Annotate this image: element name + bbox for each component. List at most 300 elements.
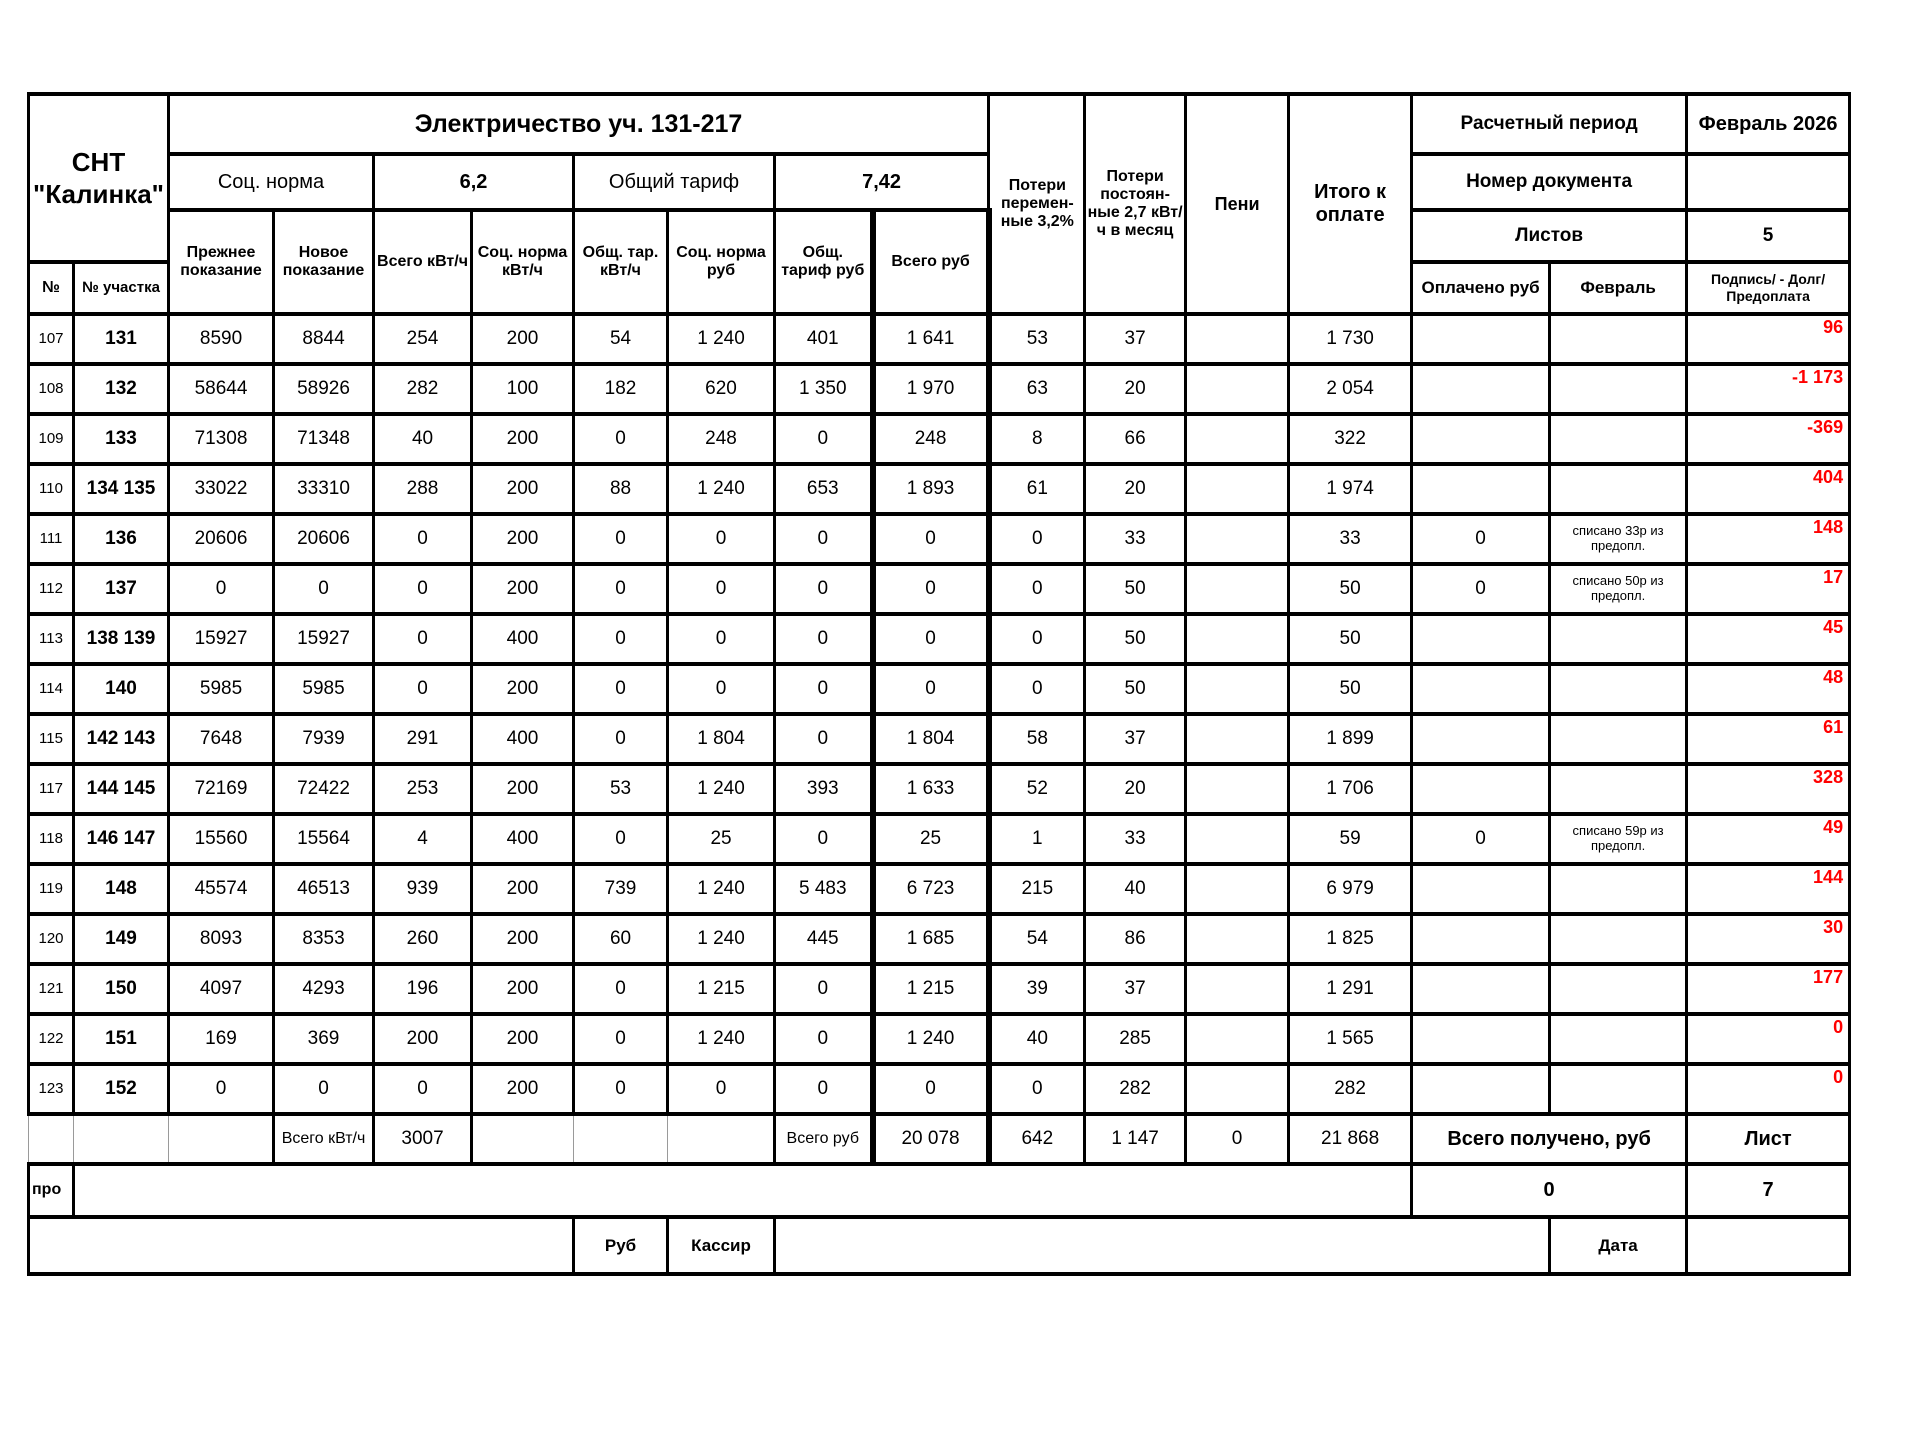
table-row bbox=[29, 464, 1850, 514]
table-row bbox=[29, 764, 1850, 814]
cell-obsh_rub: 0 bbox=[775, 964, 873, 1014]
cell-empty bbox=[472, 1114, 574, 1164]
cell-prev: 20606 bbox=[169, 514, 274, 564]
totals-losses-constant: 1 147 bbox=[1085, 1114, 1186, 1164]
cell-soc_rub: 1 240 bbox=[668, 314, 775, 364]
cell-n: 123 bbox=[29, 1064, 74, 1114]
cell-loss_const: 37 bbox=[1085, 964, 1186, 1014]
cell-prev: 5985 bbox=[169, 664, 274, 714]
cell-itogo: 282 bbox=[1289, 1064, 1412, 1114]
cell-obsh_kwh: 0 bbox=[574, 414, 668, 464]
cell-soc_kwh: 200 bbox=[472, 864, 574, 914]
cell-itogo: 1 291 bbox=[1289, 964, 1412, 1014]
header-row-2 bbox=[29, 154, 1850, 210]
cell-empty bbox=[574, 1114, 668, 1164]
cell-n: 109 bbox=[29, 414, 74, 464]
cell-obsh_rub: 0 bbox=[775, 564, 873, 614]
cell-soc_kwh: 200 bbox=[472, 914, 574, 964]
cell-n: 120 bbox=[29, 914, 74, 964]
social-norm-tariff-label: Соц. норма bbox=[169, 154, 374, 210]
cell-empty bbox=[29, 1217, 574, 1274]
cell-new: 5985 bbox=[274, 664, 374, 714]
cell-prev: 33022 bbox=[169, 464, 274, 514]
cell-total_rub: 25 bbox=[873, 814, 989, 864]
cell-n: 119 bbox=[29, 864, 74, 914]
cell-paid bbox=[1412, 614, 1550, 664]
cashier-label: Кассир bbox=[668, 1217, 775, 1274]
cell-plot: 144 145 bbox=[74, 764, 169, 814]
cell-obsh_rub: 0 bbox=[775, 814, 873, 864]
cell-n: 113 bbox=[29, 614, 74, 664]
cell-soc_kwh: 400 bbox=[472, 614, 574, 664]
table-row bbox=[29, 1014, 1850, 1064]
cell-empty bbox=[775, 1217, 1550, 1274]
cell-total_rub: 0 bbox=[873, 514, 989, 564]
cell-total_rub: 1 893 bbox=[873, 464, 989, 514]
cell-loss_var: 58 bbox=[989, 714, 1085, 764]
cell-total_rub: 248 bbox=[873, 414, 989, 464]
cell-peni bbox=[1186, 414, 1289, 464]
cell-new: 7939 bbox=[274, 714, 374, 764]
billing-period-label: Расчетный период bbox=[1412, 94, 1687, 154]
totals-kwh-label: Всего кВт/ч bbox=[274, 1114, 374, 1164]
cell-new: 0 bbox=[274, 1064, 374, 1114]
cell-prev: 4097 bbox=[169, 964, 274, 1014]
cell-loss_var: 1 bbox=[989, 814, 1085, 864]
cell-peni bbox=[1186, 714, 1289, 764]
col-header-common-kwh: Общ. тар. кВт/ч bbox=[574, 210, 668, 314]
cell-new: 46513 bbox=[274, 864, 374, 914]
cell-loss_const: 33 bbox=[1085, 514, 1186, 564]
table-row bbox=[29, 514, 1850, 564]
cell-soc_kwh: 200 bbox=[472, 1064, 574, 1114]
cell-kwh: 40 bbox=[374, 414, 472, 464]
table-row bbox=[29, 564, 1850, 614]
cell-total_rub: 0 bbox=[873, 614, 989, 664]
cell-soc_rub: 0 bbox=[668, 1064, 775, 1114]
cell-new: 369 bbox=[274, 1014, 374, 1064]
cell-new: 15564 bbox=[274, 814, 374, 864]
cell-obsh_rub: 0 bbox=[775, 1064, 873, 1114]
cell-obsh_kwh: 54 bbox=[574, 314, 668, 364]
cell-peni bbox=[1186, 564, 1289, 614]
cell-loss_var: 0 bbox=[989, 614, 1085, 664]
cell-sign: 96 bbox=[1687, 314, 1850, 364]
totals-losses-variable: 642 bbox=[989, 1114, 1085, 1164]
cell-soc_rub: 1 240 bbox=[668, 914, 775, 964]
cell-loss_const: 20 bbox=[1085, 364, 1186, 414]
document-number-value bbox=[1687, 154, 1850, 210]
cell-paid bbox=[1412, 964, 1550, 1014]
cell-sign: 61 bbox=[1687, 714, 1850, 764]
cell-prev: 58644 bbox=[169, 364, 274, 414]
document-number-label: Номер документа bbox=[1412, 154, 1687, 210]
cell-empty bbox=[74, 1164, 1412, 1217]
cell-plot: 150 bbox=[74, 964, 169, 1014]
cell-loss_var: 0 bbox=[989, 514, 1085, 564]
note-row bbox=[29, 1164, 1850, 1217]
cell-soc_rub: 0 bbox=[668, 514, 775, 564]
electricity-billing-table bbox=[27, 92, 1851, 1276]
cell-itogo: 1 899 bbox=[1289, 714, 1412, 764]
org-title: СНТ "Калинка" bbox=[29, 94, 169, 262]
cell-sign: 0 bbox=[1687, 1014, 1850, 1064]
table-row bbox=[29, 1064, 1850, 1114]
cell-loss_var: 8 bbox=[989, 414, 1085, 464]
cell-kwh: 939 bbox=[374, 864, 472, 914]
header-row-1 bbox=[29, 94, 1850, 154]
rub-label: Руб bbox=[574, 1217, 668, 1274]
cell-itogo: 6 979 bbox=[1289, 864, 1412, 914]
cell-n: 112 bbox=[29, 564, 74, 614]
cell-new: 15927 bbox=[274, 614, 374, 664]
cell-plot: 149 bbox=[74, 914, 169, 964]
totals-rub-label: Всего руб bbox=[775, 1114, 873, 1164]
cell-prev: 0 bbox=[169, 564, 274, 614]
cell-kwh: 291 bbox=[374, 714, 472, 764]
cell-sign: 177 bbox=[1687, 964, 1850, 1014]
cell-itogo: 59 bbox=[1289, 814, 1412, 864]
cell-obsh_rub: 1 350 bbox=[775, 364, 873, 414]
cell-peni bbox=[1186, 464, 1289, 514]
cell-itogo: 1 974 bbox=[1289, 464, 1412, 514]
cell-n: 122 bbox=[29, 1014, 74, 1064]
cell-prev: 8590 bbox=[169, 314, 274, 364]
cell-prev: 72169 bbox=[169, 764, 274, 814]
cell-month bbox=[1550, 864, 1687, 914]
cell-month bbox=[1550, 764, 1687, 814]
cell-loss_const: 282 bbox=[1085, 1064, 1186, 1114]
cell-kwh: 0 bbox=[374, 564, 472, 614]
cell-total_rub: 1 240 bbox=[873, 1014, 989, 1064]
cell-soc_kwh: 200 bbox=[472, 1014, 574, 1064]
cell-paid bbox=[1412, 1014, 1550, 1064]
cell-peni bbox=[1186, 364, 1289, 414]
cell-obsh_kwh: 53 bbox=[574, 764, 668, 814]
cell-kwh: 0 bbox=[374, 664, 472, 714]
cell-sign: 328 bbox=[1687, 764, 1850, 814]
cell-prev: 71308 bbox=[169, 414, 274, 464]
cell-loss_const: 40 bbox=[1085, 864, 1186, 914]
table-row bbox=[29, 964, 1850, 1014]
cell-sign: 17 bbox=[1687, 564, 1850, 614]
sheets-label: Листов bbox=[1412, 210, 1687, 262]
cell-prev: 45574 bbox=[169, 864, 274, 914]
cell-loss_var: 53 bbox=[989, 314, 1085, 364]
cell-soc_rub: 25 bbox=[668, 814, 775, 864]
col-header-total-kwh: Всего кВт/ч bbox=[374, 210, 472, 314]
cell-soc_kwh: 400 bbox=[472, 814, 574, 864]
cell-loss_const: 86 bbox=[1085, 914, 1186, 964]
cell-peni bbox=[1186, 914, 1289, 964]
cell-month bbox=[1550, 964, 1687, 1014]
cell-peni bbox=[1186, 1064, 1289, 1114]
cell-obsh_kwh: 88 bbox=[574, 464, 668, 514]
total-received-label: Всего получено, руб bbox=[1412, 1114, 1687, 1164]
cell-paid: 0 bbox=[1412, 814, 1550, 864]
social-norm-tariff-value: 6,2 bbox=[374, 154, 574, 210]
cell-obsh_rub: 0 bbox=[775, 714, 873, 764]
cell-prev: 8093 bbox=[169, 914, 274, 964]
cell-paid bbox=[1412, 714, 1550, 764]
cell-loss_const: 37 bbox=[1085, 314, 1186, 364]
cell-n: 107 bbox=[29, 314, 74, 364]
col-header-new-reading: Новое показание bbox=[274, 210, 374, 314]
cell-soc_kwh: 100 bbox=[472, 364, 574, 414]
cell-loss_var: 54 bbox=[989, 914, 1085, 964]
cell-prev: 15560 bbox=[169, 814, 274, 864]
cell-total_rub: 0 bbox=[873, 664, 989, 714]
cell-plot: 151 bbox=[74, 1014, 169, 1064]
cell-peni bbox=[1186, 314, 1289, 364]
cell-soc_kwh: 400 bbox=[472, 714, 574, 764]
date-label: Дата bbox=[1550, 1217, 1687, 1274]
cell-loss_const: 20 bbox=[1085, 464, 1186, 514]
cell-obsh_kwh: 60 bbox=[574, 914, 668, 964]
cell-n: 118 bbox=[29, 814, 74, 864]
table-row bbox=[29, 714, 1850, 764]
cell-obsh_rub: 0 bbox=[775, 1014, 873, 1064]
cell-plot: 140 bbox=[74, 664, 169, 714]
sheet-value: 7 bbox=[1687, 1164, 1850, 1217]
cell-soc_rub: 1 240 bbox=[668, 464, 775, 514]
cell-peni bbox=[1186, 664, 1289, 714]
cell-kwh: 288 bbox=[374, 464, 472, 514]
cell-obsh_rub: 445 bbox=[775, 914, 873, 964]
cell-sign: 30 bbox=[1687, 914, 1850, 964]
cell-paid: 0 bbox=[1412, 514, 1550, 564]
cell-loss_const: 50 bbox=[1085, 564, 1186, 614]
col-header-losses-constant: Потери постоян- ные 2,7 кВт/ч в месяц bbox=[1085, 94, 1186, 314]
cell-loss_var: 0 bbox=[989, 664, 1085, 714]
cell-loss_const: 37 bbox=[1085, 714, 1186, 764]
cell-itogo: 322 bbox=[1289, 414, 1412, 464]
cell-total_rub: 0 bbox=[873, 564, 989, 614]
cell-obsh_rub: 393 bbox=[775, 764, 873, 814]
cell-itogo: 33 bbox=[1289, 514, 1412, 564]
cell-soc_kwh: 200 bbox=[472, 764, 574, 814]
cell-month: списано 59р из предопл. bbox=[1550, 814, 1687, 864]
cell-obsh_rub: 0 bbox=[775, 664, 873, 714]
cell-peni bbox=[1186, 514, 1289, 564]
col-header-row-number: № bbox=[29, 262, 74, 314]
cell-plot: 133 bbox=[74, 414, 169, 464]
cell-new: 0 bbox=[274, 564, 374, 614]
table-row bbox=[29, 414, 1850, 464]
cell-sign: -1 173 bbox=[1687, 364, 1850, 414]
cell-empty bbox=[74, 1114, 169, 1164]
cell-paid bbox=[1412, 914, 1550, 964]
cell-obsh_kwh: 0 bbox=[574, 1064, 668, 1114]
cell-kwh: 253 bbox=[374, 764, 472, 814]
cell-sign: 49 bbox=[1687, 814, 1850, 864]
cell-peni bbox=[1186, 1014, 1289, 1064]
cell-new: 8353 bbox=[274, 914, 374, 964]
cell-kwh: 4 bbox=[374, 814, 472, 864]
cell-new: 58926 bbox=[274, 364, 374, 414]
cell-soc_rub: 1 240 bbox=[668, 1014, 775, 1064]
cell-new: 71348 bbox=[274, 414, 374, 464]
cell-paid bbox=[1412, 1064, 1550, 1114]
cell-paid bbox=[1412, 464, 1550, 514]
cell-itogo: 50 bbox=[1289, 664, 1412, 714]
cell-obsh_kwh: 0 bbox=[574, 1014, 668, 1064]
cell-itogo: 1 825 bbox=[1289, 914, 1412, 964]
cell-obsh_rub: 0 bbox=[775, 414, 873, 464]
cell-loss_const: 20 bbox=[1085, 764, 1186, 814]
col-header-month: Февраль bbox=[1550, 262, 1687, 314]
cell-paid bbox=[1412, 864, 1550, 914]
cell-soc_rub: 1 240 bbox=[668, 764, 775, 814]
cell-new: 72422 bbox=[274, 764, 374, 814]
cell-soc_rub: 620 bbox=[668, 364, 775, 414]
cell-empty bbox=[29, 1114, 74, 1164]
clipped-note: про bbox=[29, 1164, 74, 1217]
cell-n: 108 bbox=[29, 364, 74, 414]
table-row bbox=[29, 364, 1850, 414]
cell-peni bbox=[1186, 764, 1289, 814]
cell-month bbox=[1550, 664, 1687, 714]
cell-sign: 0 bbox=[1687, 1064, 1850, 1114]
cell-kwh: 196 bbox=[374, 964, 472, 1014]
col-header-losses-variable: Потери перемен- ные 3,2% bbox=[989, 94, 1085, 314]
cell-sign: -369 bbox=[1687, 414, 1850, 464]
cell-empty bbox=[1687, 1217, 1850, 1274]
cell-soc_rub: 0 bbox=[668, 564, 775, 614]
cell-loss_const: 50 bbox=[1085, 614, 1186, 664]
table-title: Электричество уч. 131-217 bbox=[169, 94, 989, 154]
totals-total-due: 21 868 bbox=[1289, 1114, 1412, 1164]
cell-obsh_kwh: 0 bbox=[574, 564, 668, 614]
cell-total_rub: 1 804 bbox=[873, 714, 989, 764]
billing-period-value: Февраль 2026 bbox=[1687, 94, 1850, 154]
common-tariff-value: 7,42 bbox=[775, 154, 989, 210]
cell-new: 33310 bbox=[274, 464, 374, 514]
cell-loss_var: 0 bbox=[989, 564, 1085, 614]
cell-soc_rub: 1 240 bbox=[668, 864, 775, 914]
cell-obsh_rub: 0 bbox=[775, 614, 873, 664]
cell-obsh_kwh: 739 bbox=[574, 864, 668, 914]
cell-plot: 146 147 bbox=[74, 814, 169, 864]
cell-sign: 404 bbox=[1687, 464, 1850, 514]
cell-loss_var: 52 bbox=[989, 764, 1085, 814]
totals-kwh-value: 3007 bbox=[374, 1114, 472, 1164]
sheets-value: 5 bbox=[1687, 210, 1850, 262]
cell-sign: 148 bbox=[1687, 514, 1850, 564]
cell-month bbox=[1550, 914, 1687, 964]
cell-obsh_kwh: 0 bbox=[574, 814, 668, 864]
cell-soc_rub: 248 bbox=[668, 414, 775, 464]
cell-obsh_kwh: 0 bbox=[574, 964, 668, 1014]
cell-plot: 148 bbox=[74, 864, 169, 914]
cell-prev: 0 bbox=[169, 1064, 274, 1114]
cell-total_rub: 1 685 bbox=[873, 914, 989, 964]
cell-soc_rub: 0 bbox=[668, 664, 775, 714]
cell-month bbox=[1550, 464, 1687, 514]
cell-paid: 0 bbox=[1412, 564, 1550, 614]
cell-prev: 169 bbox=[169, 1014, 274, 1064]
cell-sign: 48 bbox=[1687, 664, 1850, 714]
table-row bbox=[29, 864, 1850, 914]
table-row bbox=[29, 814, 1850, 864]
cell-total_rub: 1 641 bbox=[873, 314, 989, 364]
cell-sign: 45 bbox=[1687, 614, 1850, 664]
cell-month bbox=[1550, 314, 1687, 364]
col-header-paid: Оплачено руб bbox=[1412, 262, 1550, 314]
cell-itogo: 1 706 bbox=[1289, 764, 1412, 814]
cell-plot: 137 bbox=[74, 564, 169, 614]
cell-total_rub: 6 723 bbox=[873, 864, 989, 914]
cell-new: 20606 bbox=[274, 514, 374, 564]
cell-paid bbox=[1412, 664, 1550, 714]
cell-plot: 152 bbox=[74, 1064, 169, 1114]
col-header-common-rub: Общ. тариф руб bbox=[775, 210, 873, 314]
cell-month: списано 33р из предопл. bbox=[1550, 514, 1687, 564]
cell-plot: 134 135 bbox=[74, 464, 169, 514]
table-row bbox=[29, 664, 1850, 714]
cell-kwh: 282 bbox=[374, 364, 472, 414]
cell-itogo: 50 bbox=[1289, 564, 1412, 614]
cell-peni bbox=[1186, 614, 1289, 664]
cell-soc_rub: 1 804 bbox=[668, 714, 775, 764]
cell-total_rub: 1 215 bbox=[873, 964, 989, 1014]
cell-itogo: 2 054 bbox=[1289, 364, 1412, 414]
cell-plot: 136 bbox=[74, 514, 169, 564]
cell-obsh_rub: 5 483 bbox=[775, 864, 873, 914]
cell-soc_rub: 1 215 bbox=[668, 964, 775, 1014]
cell-loss_var: 39 bbox=[989, 964, 1085, 1014]
cell-month bbox=[1550, 714, 1687, 764]
cell-new: 8844 bbox=[274, 314, 374, 364]
cell-paid bbox=[1412, 414, 1550, 464]
cell-itogo: 50 bbox=[1289, 614, 1412, 664]
cell-plot: 138 139 bbox=[74, 614, 169, 664]
cell-itogo: 1 565 bbox=[1289, 1014, 1412, 1064]
cell-month bbox=[1550, 614, 1687, 664]
cell-obsh_kwh: 0 bbox=[574, 514, 668, 564]
col-header-prev-reading: Прежнее показание bbox=[169, 210, 274, 314]
cell-n: 111 bbox=[29, 514, 74, 564]
cell-loss_var: 215 bbox=[989, 864, 1085, 914]
table-body bbox=[29, 314, 1850, 1114]
cell-total_rub: 1 633 bbox=[873, 764, 989, 814]
cell-month bbox=[1550, 364, 1687, 414]
cell-prev: 15927 bbox=[169, 614, 274, 664]
cell-empty bbox=[668, 1114, 775, 1164]
cell-month bbox=[1550, 1014, 1687, 1064]
totals-penalty: 0 bbox=[1186, 1114, 1289, 1164]
cell-n: 114 bbox=[29, 664, 74, 714]
cell-total_rub: 0 bbox=[873, 1064, 989, 1114]
cell-soc_kwh: 200 bbox=[472, 664, 574, 714]
cell-loss_const: 50 bbox=[1085, 664, 1186, 714]
cell-loss_const: 285 bbox=[1085, 1014, 1186, 1064]
cell-soc_kwh: 200 bbox=[472, 514, 574, 564]
cell-peni bbox=[1186, 814, 1289, 864]
cell-peni bbox=[1186, 864, 1289, 914]
totals-row bbox=[29, 1114, 1850, 1164]
cell-plot: 131 bbox=[74, 314, 169, 364]
cell-kwh: 260 bbox=[374, 914, 472, 964]
cell-plot: 132 bbox=[74, 364, 169, 414]
cell-sign: 144 bbox=[1687, 864, 1850, 914]
cell-soc_kwh: 200 bbox=[472, 464, 574, 514]
cell-n: 121 bbox=[29, 964, 74, 1014]
cell-total_rub: 1 970 bbox=[873, 364, 989, 414]
cell-loss_var: 40 bbox=[989, 1014, 1085, 1064]
cell-obsh_kwh: 182 bbox=[574, 364, 668, 414]
col-header-signature: Подпись/ - Долг/Предоплата bbox=[1687, 262, 1850, 314]
